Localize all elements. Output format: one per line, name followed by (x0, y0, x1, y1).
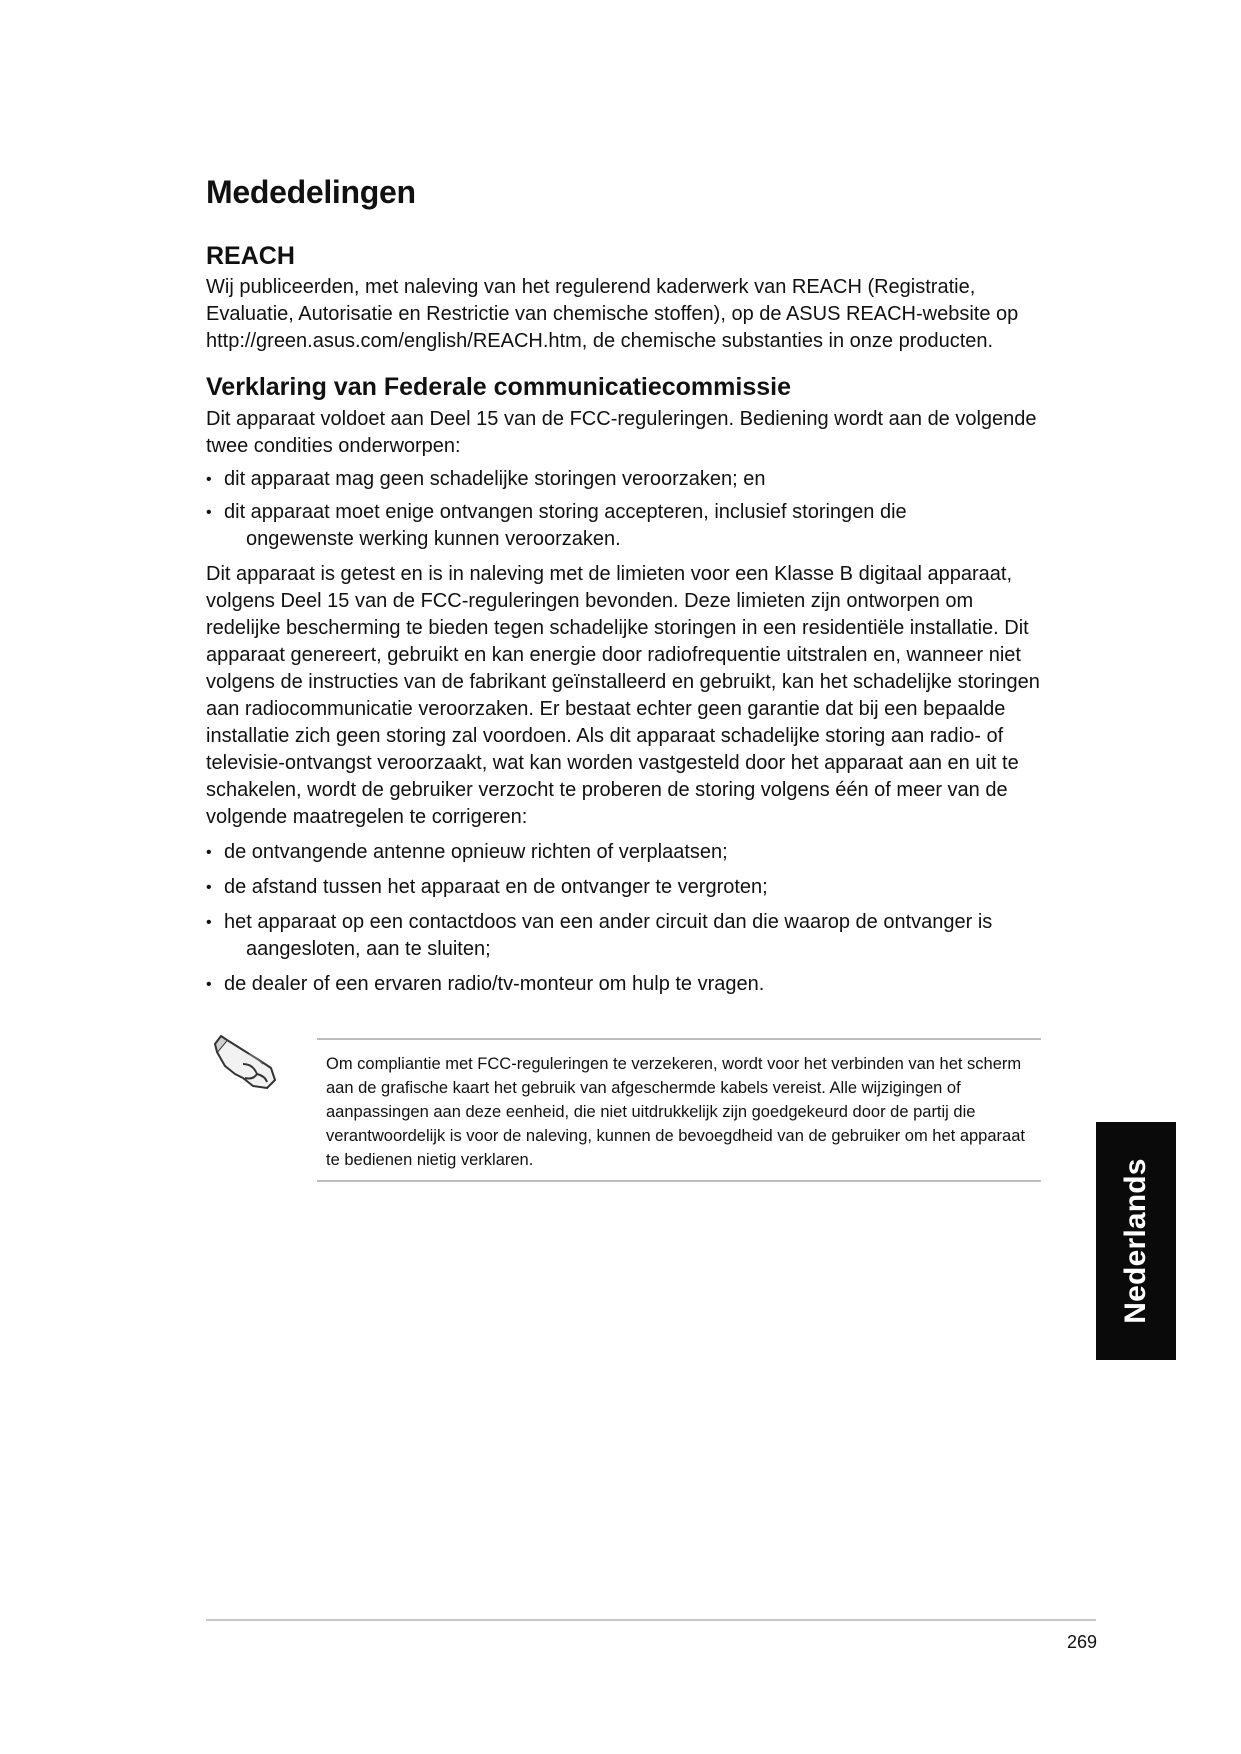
language-side-tab (1096, 1122, 1176, 1360)
side-tab-label: Nederlands (1119, 1158, 1152, 1324)
fcc-heading: Verklaring van Federale communicatiecommissie (206, 373, 791, 401)
list-item-text: de afstand tussen het apparaat en de ontvanger te vergroten; (224, 876, 768, 898)
list-item-text: dit apparaat mag geen schadelijke storingen veroorzaken; en (224, 468, 766, 490)
fcc-intro: Dit apparaat voldoet aan Deel 15 van de FCC-reguleringen. Bediening wordt aan de volgende twee condities onderworpen: (206, 408, 1037, 457)
bullet-icon: • (206, 471, 212, 488)
list-item (206, 499, 1046, 553)
bullet-icon: • (206, 879, 212, 896)
note-text: Om compliantie met FCC-reguleringen te verzekeren, wordt voor het verbinden van het scherm aan de grafische kaart het gebruik van afgeschermde kabels vereist. Alle wijzigingen of aanpassingen aan deze eenheid, die niet uitdrukkelijk zijn goedgekeurd door de partij die verantwoordelijk is voor de naleving, kunnen de bevoegdheid van de gebruiker om het apparaat te bedienen nietig verklaren. (326, 1055, 1025, 1169)
list-item-text: de ontvangende antenne opnieuw richten of verplaatsen; (224, 841, 728, 863)
fcc-body: Dit apparaat is getest en is in naleving met de limieten voor een Klasse B digitaal apparaat, volgens Deel 15 van de FCC-reguleringen bevonden. Deze limieten zijn ontworpen om redelijke bescherming te bieden tegen schadelijke storingen in een residentiële installatie. Dit apparaat genereert, gebruikt en kan energie door radiofrequentie uitstralen en, wanneer niet volgens de instructies van de fabrikant geïnstalleerd en gebruikt, kan het schadelijke storingen aan radiocommunicatie veroorzaken. Er bestaat echter geen garantie dat bij een bepaalde installatie zich geen storing zal voordoen. Als dit apparaat schadelijke storing aan radio- of televisie-ontvangst veroorzaakt, wat kan worden vastgesteld door het apparaat aan en uit te schakelen, wordt de gebruiker verzocht te proberen de storing volgens één of meer van de volgende maatregelen te corrigeren: (206, 563, 1040, 828)
bullet-icon: • (206, 976, 212, 993)
page-number: 269 (1067, 1632, 1098, 1652)
reach-heading: REACH (206, 242, 295, 270)
reach-body: Wij publiceerden, met naleving van het regulerend kaderwerk van REACH (Registratie, Evaluatie, Autorisatie en Restrictie van chemische stoffen), op de ASUS REACH-website op http://green.asus.com/english/REACH.htm, de chemische substanties in onze producten. (206, 276, 1019, 352)
list-item-continuation: ongewenste werking kunnen veroorzaken. (246, 528, 621, 550)
fcc-measures-list (206, 839, 1046, 998)
note-box (317, 1038, 1041, 1182)
list-item (206, 971, 1046, 998)
fcc-conditions-list (206, 466, 1046, 553)
footer-divider (206, 1619, 1096, 1621)
list-item (206, 909, 1046, 963)
list-item-text: het apparaat op een contactdoos van een ander circuit dan die waarop de ontvanger is (224, 911, 993, 933)
list-item-text: dit apparaat moet enige ontvangen storing accepteren, inclusief storingen die (224, 501, 907, 523)
list-item (206, 466, 1046, 493)
list-item (206, 874, 1046, 901)
page-title: Mededelingen (206, 174, 416, 210)
pointing-hand-icon (213, 1034, 283, 1092)
bullet-icon: • (206, 504, 212, 521)
bullet-icon: • (206, 914, 212, 931)
list-item-text: de dealer of een ervaren radio/tv-monteur om hulp te vragen. (224, 973, 765, 995)
bullet-icon: • (206, 844, 212, 861)
main-content (206, 240, 1046, 998)
list-item (206, 839, 1046, 866)
list-item-continuation: aangesloten, aan te sluiten; (246, 938, 491, 960)
